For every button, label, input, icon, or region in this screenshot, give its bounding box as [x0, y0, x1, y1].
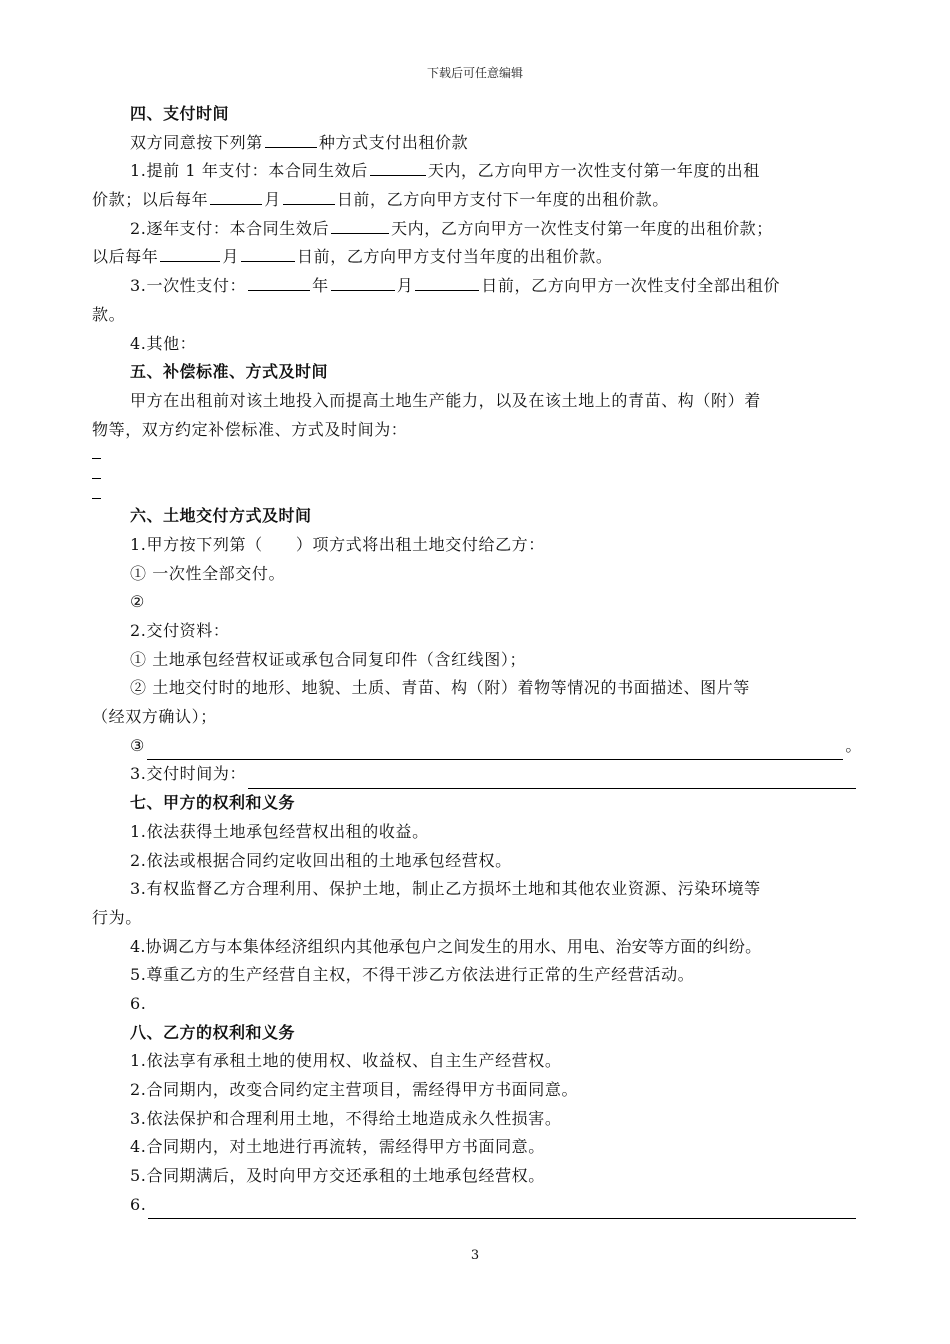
- sec4-i1-text-c: 价款；以后每年: [92, 190, 209, 210]
- sec7-item-6: 6.: [130, 993, 147, 1013]
- sec4-i3-text-b: 年: [312, 276, 329, 296]
- day-blank[interactable]: [241, 247, 295, 262]
- sec6-line6: ② 土地交付时的地形、地貌、土质、青苗、构（附）着物等情况的书面描述、图片等: [130, 678, 750, 698]
- sec5-para-line2: 物等，双方约定补偿标准、方式及时间为：: [92, 419, 408, 439]
- sec7-item-3-line2: 行为。: [92, 907, 142, 927]
- sec4-i3-text-a: 3.一次性支付：: [130, 276, 247, 296]
- sec7-item-3-line1: 3.有权监督乙方合理利用、保护土地，制止乙方损坏土地和其他农业资源、污染环境等: [130, 879, 761, 899]
- sec4-i2-text-c: 以后每年: [92, 247, 159, 267]
- document-body: [92, 100, 862, 1219]
- section-6-title: 六、土地交付方式及时间: [130, 506, 312, 526]
- sec4-i1-text-e: 日前，乙方向甲方支付下一年度的出租价款。: [336, 190, 669, 210]
- blank-line-3[interactable]: [92, 484, 862, 502]
- sec4-item3-line2: 款。: [92, 304, 126, 324]
- page-number: 3: [470, 1248, 480, 1263]
- blank-dash: [92, 446, 101, 459]
- section-8-title: 八、乙方的权利和义务: [130, 1022, 296, 1042]
- page-header-note: 下载后可任意编辑: [426, 66, 523, 80]
- sec4-i3-text-d: 日前，乙方向甲方一次性支付全部出租价: [481, 276, 781, 296]
- sec4-item3-line1: [92, 272, 862, 301]
- sec4-i2-text-b: 天内，乙方向甲方一次性支付第一年度的出租价款；: [391, 218, 773, 238]
- sec6-line7: （经双方确认）；: [92, 707, 217, 727]
- day-blank[interactable]: [415, 276, 479, 291]
- delivery-time-blank[interactable]: [248, 771, 856, 789]
- month-blank[interactable]: [331, 276, 395, 291]
- sec4-intro-text-a: 双方同意按下列第: [130, 132, 263, 152]
- sec4-item1-line1: [92, 157, 862, 186]
- sec7-item-2: 2.依法或根据合同约定收回出租的土地承包经营权。: [130, 850, 512, 870]
- sec4-i2-text-d: 月: [222, 247, 240, 267]
- section-5-title: 五、补偿标准、方式及时间: [130, 362, 329, 382]
- year-blank[interactable]: [248, 276, 310, 291]
- sec4-i1-text-a: 1.提前 1 年支付：本合同生效后: [130, 161, 368, 181]
- sec6-line2: ① 一次性全部交付。: [130, 563, 286, 583]
- blank-line-1[interactable]: [92, 444, 862, 464]
- sec6-line9: [92, 760, 862, 789]
- sec6-line5: ① 土地承包经营权证或承包合同复印件（含红线图）；: [130, 649, 527, 669]
- sec6-line4: 2.交付资料：: [130, 621, 230, 640]
- days-blank[interactable]: [370, 161, 426, 176]
- sec4-item4: 4.其他：: [130, 333, 197, 353]
- sec4-item2-line1: [92, 215, 862, 244]
- sec4-i3-text-c: 月: [396, 276, 414, 296]
- sec6-line3: ②: [130, 592, 145, 612]
- sec8-item-6: [92, 1191, 862, 1220]
- sec4-i2-text-a: 2.逐年支付：本合同生效后: [130, 218, 330, 238]
- sec4-intro: [92, 129, 862, 158]
- other-obligations-blank[interactable]: [148, 1201, 856, 1219]
- sec8-item-3: 3.依法保护和合理利用土地，不得给土地造成永久性损害。: [130, 1108, 562, 1128]
- sec4-i1-text-b: 天内，乙方向甲方一次性支付第一年度的出租: [427, 161, 760, 181]
- method-number-blank[interactable]: [265, 133, 317, 148]
- sec8-item-2: 2.合同期内，改变合同约定主营项目，需经得甲方书面同意。: [130, 1080, 579, 1099]
- day-blank[interactable]: [283, 190, 335, 205]
- sec8-item-1: 1.依法享有承租土地的使用权、收益权、自主生产经营权。: [130, 1051, 562, 1071]
- sec6-l9-text: 3.交付时间为：: [130, 764, 247, 784]
- section-7-title: 七、甲方的权利和义务: [130, 793, 296, 813]
- sec6-l8-text-a: ③: [130, 735, 145, 755]
- sec4-i2-text-e: 日前，乙方向甲方支付当年度的出租价款。: [297, 247, 613, 267]
- month-blank[interactable]: [210, 190, 262, 205]
- sec6-l8-text-b: 。: [845, 735, 862, 755]
- blank-line-2[interactable]: [92, 464, 862, 484]
- sec7-item-1: 1.依法获得土地承包经营权出租的收益。: [130, 821, 429, 841]
- sec4-item1-line2: [92, 186, 862, 215]
- sec8-item-4: 4.合同期内，对土地进行再流转，需经得甲方书面同意。: [130, 1137, 545, 1157]
- sec4-intro-text-b: 种方式支付出租价款: [318, 132, 469, 152]
- days-blank[interactable]: [331, 219, 389, 234]
- sec7-item-5: 5.尊重乙方的生产经营自主权，不得干涉乙方依法进行正常的生产经营活动。: [130, 965, 695, 985]
- sec4-i1-text-d: 月: [264, 190, 281, 210]
- other-materials-blank[interactable]: [147, 742, 843, 760]
- sec5-para-line1: 甲方在出租前对该土地投入而提高土地生产能力，以及在该土地上的青苗、构（附）着: [130, 390, 761, 410]
- sec8-item-5: 5.合同期满后，及时向甲方交还承租的土地承包经营权。: [130, 1166, 545, 1186]
- sec7-item-4: 4.协调乙方与本集体经济组织内其他承包户之间发生的用水、用电、治安等方面的纠纷。: [130, 936, 762, 956]
- sec6-line1: 1.甲方按下列第（ ）项方式将出租土地交付给乙方：: [130, 534, 545, 554]
- blank-dash: [92, 486, 101, 499]
- sec8-item-6-label: 6.: [130, 1194, 147, 1214]
- sec6-line8: [92, 732, 862, 761]
- blank-dash: [92, 466, 101, 479]
- month-blank[interactable]: [160, 247, 220, 262]
- section-4-title: 四、支付时间: [130, 104, 230, 123]
- sec4-item2-line2: [92, 243, 862, 272]
